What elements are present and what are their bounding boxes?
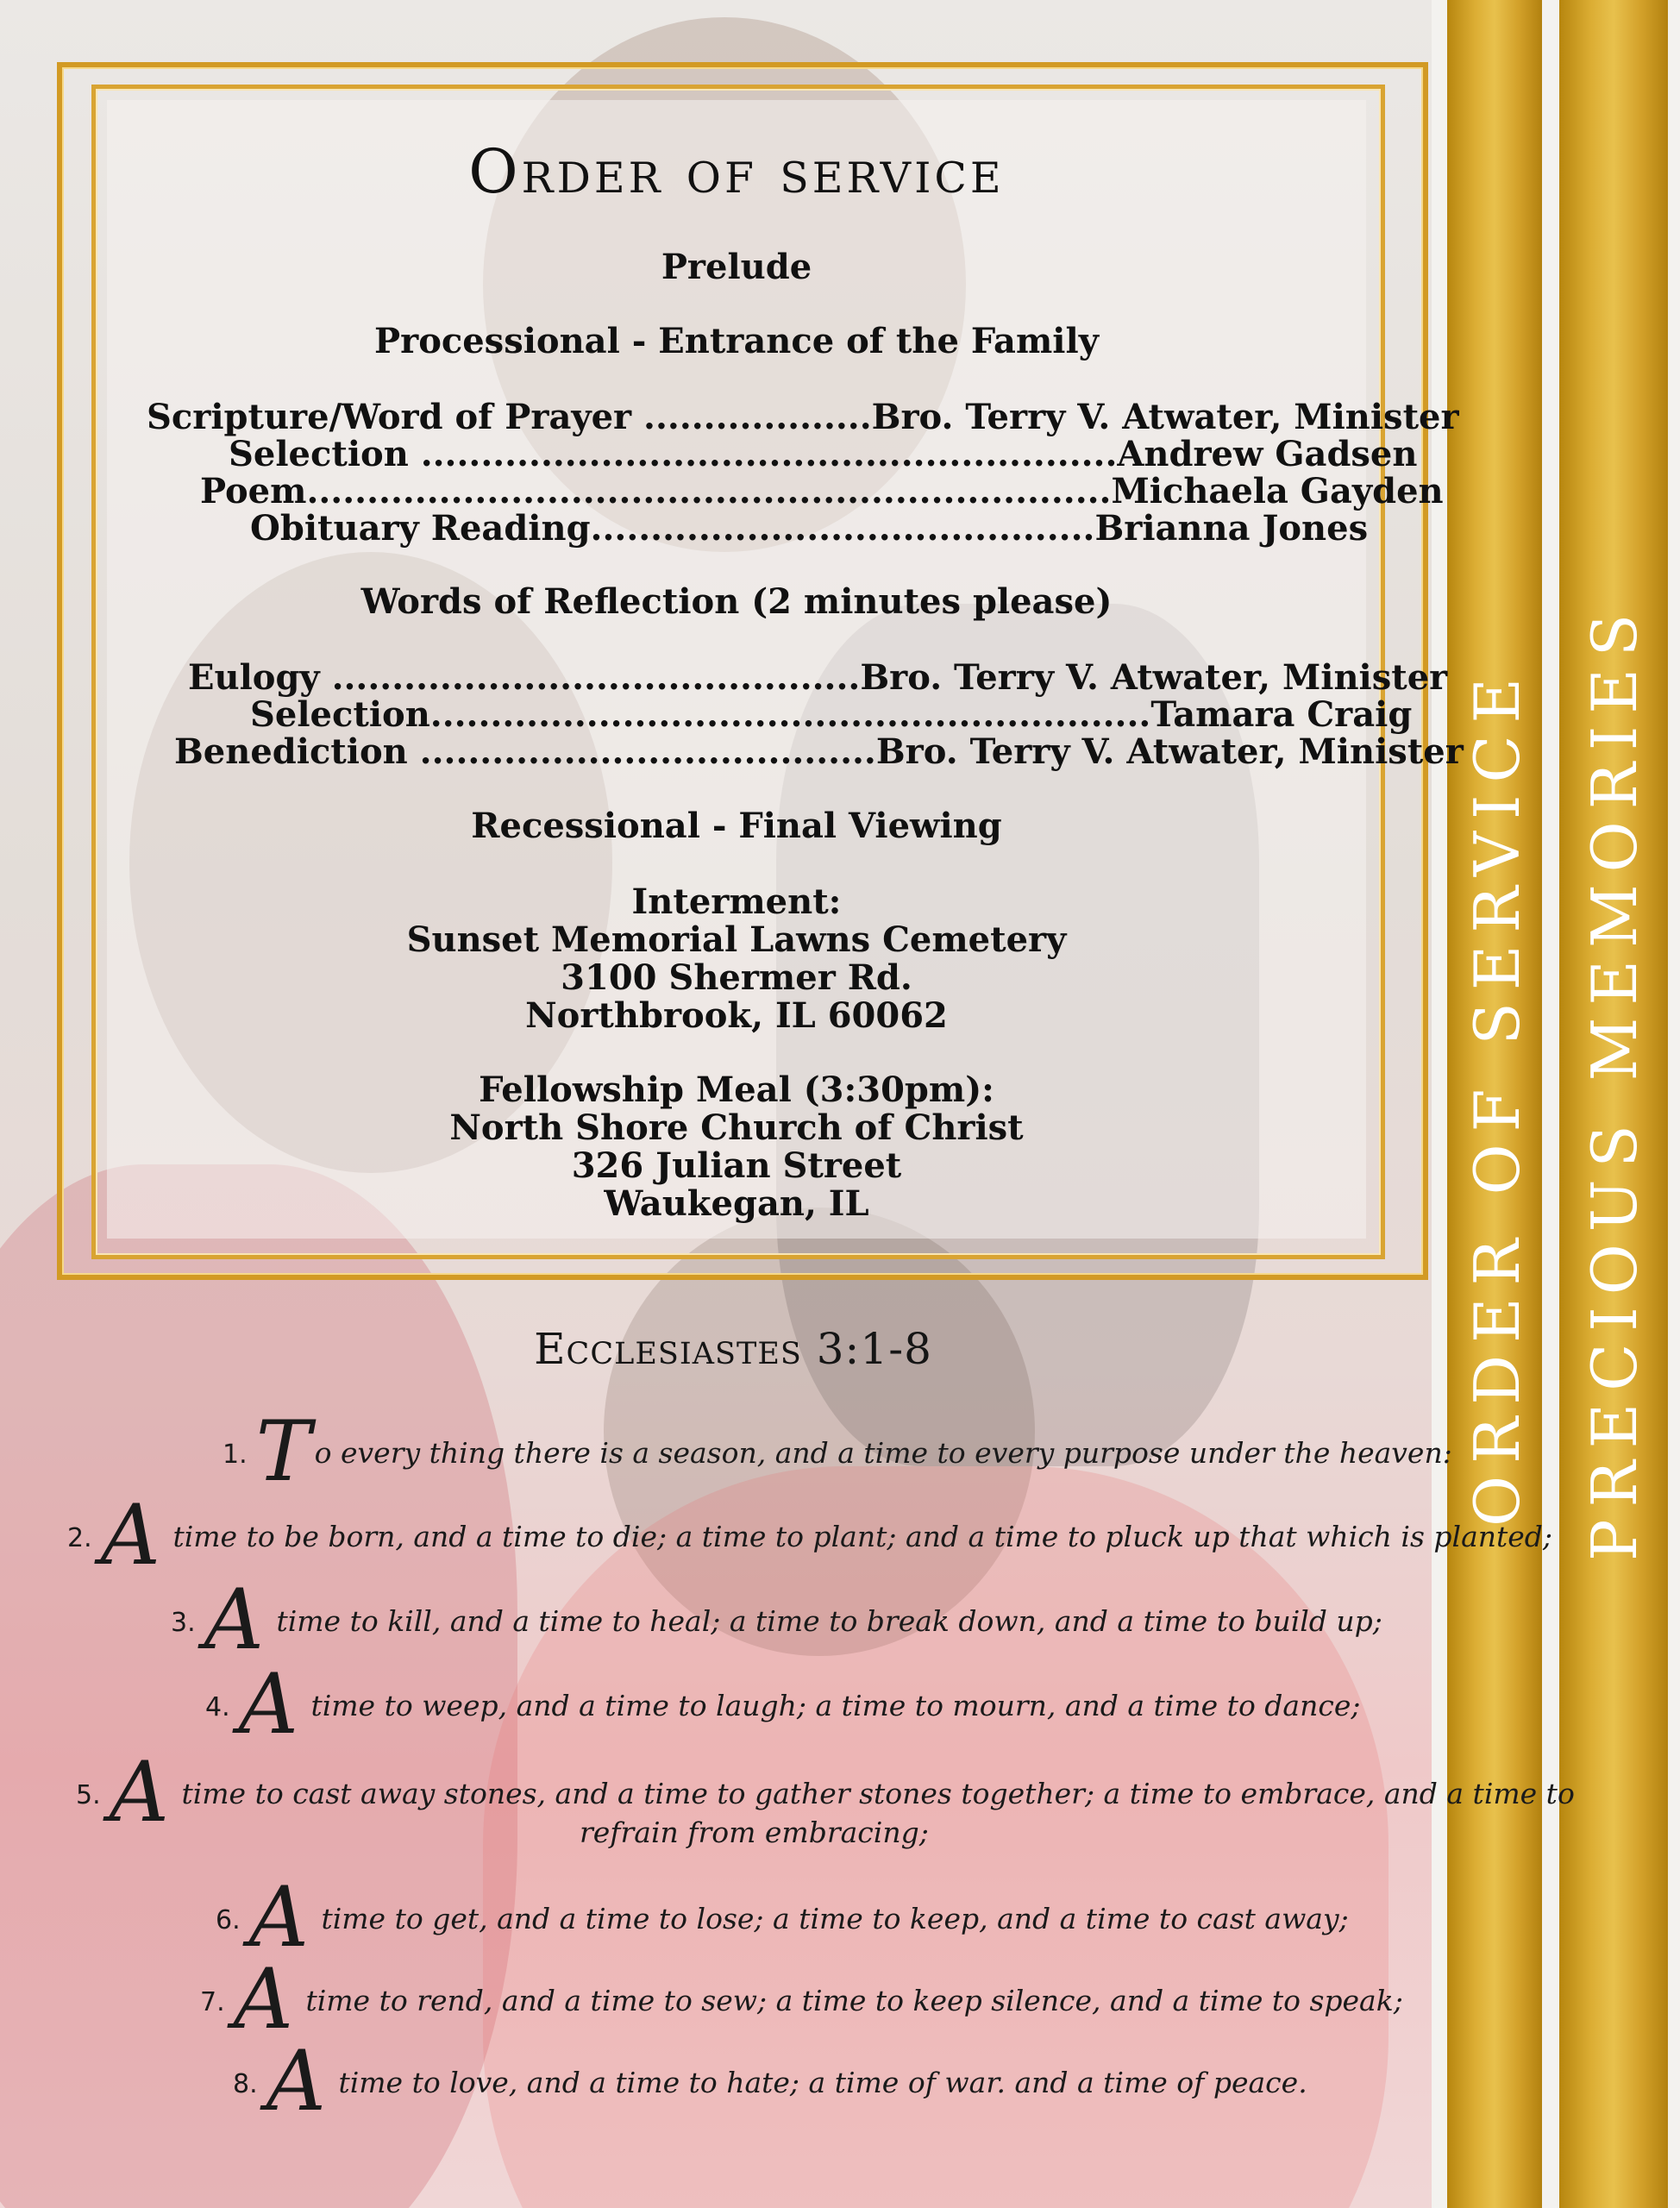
program-line-name: Bro. Terry V. Atwater, Minister xyxy=(871,397,1459,437)
verse-initial: A xyxy=(109,1744,169,1841)
side-title-order-of-service: ORDER OF SERVICE xyxy=(1461,665,1533,1527)
verse-number: 2. xyxy=(67,1523,92,1553)
processional: Processional - Entrance of the Family xyxy=(374,321,1099,361)
program-line-name: Andrew Gadsen xyxy=(1117,434,1418,474)
verse-number: 7. xyxy=(200,1987,225,2017)
verse-text: time to get, and a time to lose; a time to keep, and a time to cast away; xyxy=(311,1902,1349,1935)
verse-number: 8. xyxy=(233,2069,258,2099)
verse-line xyxy=(216,1869,1349,1966)
prelude: Prelude xyxy=(661,247,812,287)
program-line-label: Eulogy ............................................ xyxy=(188,657,861,698)
verse-line xyxy=(171,1571,1382,1668)
program-line xyxy=(250,508,1368,549)
verse-initial: A xyxy=(100,1487,160,1584)
verse-text: refrain from embracing; xyxy=(580,1816,929,1849)
program-line-name: Bro. Terry V. Atwater, Minister xyxy=(875,731,1464,772)
verse-initial: A xyxy=(248,1869,309,1966)
verse-number: 1. xyxy=(223,1440,248,1470)
fellowship-place: North Shore Church of Christ xyxy=(449,1107,1024,1148)
fellowship-heading: Fellowship Meal (3:30pm): xyxy=(479,1070,994,1110)
verse-text: time to be born, and a time to die; a time to plant; and a time to pluck up that which is planted; xyxy=(163,1520,1553,1553)
program-line-name: Bro. Terry V. Atwater, Minister xyxy=(860,657,1448,698)
program-line-label: Poem................................................................... xyxy=(200,471,1112,511)
fellowship-city: Waukegan, IL xyxy=(604,1183,869,1224)
verse-number: 3. xyxy=(171,1608,196,1638)
verse-text: time to cast away stones, and a time to gather stones together; a time to embrace, and a time to xyxy=(172,1777,1575,1810)
program-line xyxy=(229,434,1417,474)
program-line-label: Scripture/Word of Prayer ................... xyxy=(147,397,872,437)
verse-initial: T xyxy=(255,1403,311,1500)
interment-place: Sunset Memorial Lawns Cemetery xyxy=(406,919,1067,960)
interment-street: 3100 Shermer Rd. xyxy=(561,957,912,998)
verse-text: time to kill, and a time to heal; a time to break down, and a time to build up; xyxy=(266,1604,1382,1638)
program-line xyxy=(250,694,1412,735)
verse-number: 6. xyxy=(216,1905,241,1935)
verse-line xyxy=(233,2033,1307,2130)
program-line-name: Brianna Jones xyxy=(1094,508,1369,549)
verse-initial: A xyxy=(266,2033,326,2130)
interment-heading: Interment: xyxy=(631,881,842,922)
program-line-label: Selection .......................................................... xyxy=(229,434,1118,474)
verse-line xyxy=(223,1403,1452,1500)
program-line-name: Michaela Gayden xyxy=(1111,471,1444,511)
fellowship-block xyxy=(107,1071,1366,1223)
verse-text: o every thing there is a season, and a time to every purpose under the heaven: xyxy=(314,1436,1452,1470)
verse-initial: A xyxy=(238,1656,298,1753)
page-title: Order of service xyxy=(468,136,1005,207)
program-line xyxy=(188,657,1447,698)
verse-number: 4. xyxy=(205,1692,230,1722)
verse-line xyxy=(580,1816,929,1849)
verse-number: 5. xyxy=(76,1780,101,1810)
verse-initial: A xyxy=(233,1951,293,2048)
program-line-label: Selection............................................................ xyxy=(250,694,1151,735)
fellowship-street: 326 Julian Street xyxy=(571,1145,902,1186)
scripture-title: Ecclesiastes 3:1-8 xyxy=(534,1324,932,1374)
words-of-reflection: Words of Reflection (2 minutes please) xyxy=(360,581,1113,622)
program-line xyxy=(200,471,1444,511)
verse-line xyxy=(200,1951,1403,2048)
program-line xyxy=(147,397,1459,437)
verse-initial: A xyxy=(204,1571,264,1668)
program-line-label: Benediction ...................................... xyxy=(174,731,876,772)
program-line-name: Tamara Craig xyxy=(1150,694,1413,735)
verse-text: time to love, and a time to hate; a time of war. and a time of peace. xyxy=(329,2066,1307,2099)
recessional: Recessional - Final Viewing xyxy=(471,806,1002,846)
interment-city: Northbrook, IL 60062 xyxy=(525,995,948,1036)
verse-text: time to rend, and a time to sew; a time to keep silence, and a time to speak; xyxy=(296,1984,1403,2017)
interment-block xyxy=(107,883,1366,1035)
verse-line xyxy=(205,1656,1361,1753)
side-title-precious-memories: PRECIOUS MEMORIES xyxy=(1578,601,1651,1561)
program-line-label: Obituary Reading.......................................... xyxy=(250,508,1095,549)
verse-line xyxy=(67,1487,1553,1584)
verse-text: time to weep, and a time to laugh; a time to mourn, and a time to dance; xyxy=(301,1689,1361,1722)
program-line xyxy=(174,731,1464,772)
